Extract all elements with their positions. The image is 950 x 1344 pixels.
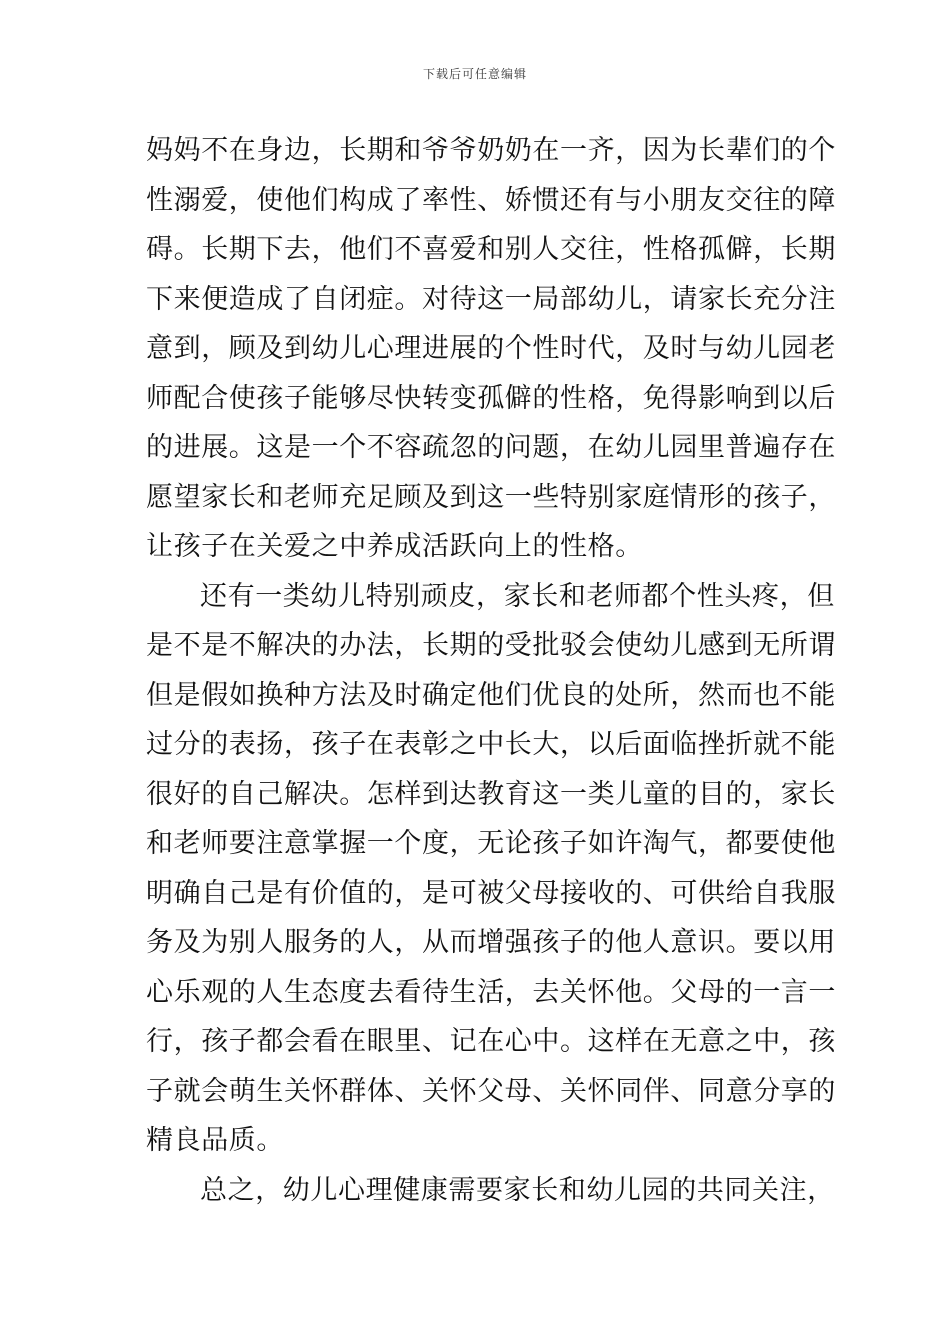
text-line: 的进展。这是一个不容疏忽的问题，在幼儿园里普遍存在 xyxy=(146,432,836,463)
text-line: 碍。长期下去，他们不喜爱和别人交往，性格孤僻，长期 xyxy=(146,234,836,265)
text-line: 还有一类幼儿特别顽皮，家长和老师都个性头疼，但 xyxy=(200,580,835,612)
text-line: 行，孩子都会看在眼里、记在心中。这样在无意之中，孩 xyxy=(146,1026,836,1057)
text-line: 心乐观的人生态度去看待生活，去关怀他。父母的一言一 xyxy=(146,976,836,1008)
text-line: 愿望家长和老师充足顾及到这一些特别家庭情形的孩子， xyxy=(146,481,836,513)
text-line: 务及为别人服务的人，从而增强孩子的他人意识。要以用 xyxy=(146,927,836,958)
text-line: 妈妈不在身边，长期和爷爷奶奶在一齐，因为长辈们的个 xyxy=(146,135,836,166)
text-line: 但是假如换种方法及时确定他们优良的处所，然而也不能 xyxy=(146,679,836,711)
text-line: 总之，幼儿心理健康需要家长和幼儿园的共同关注， xyxy=(200,1174,835,1206)
text-line: 很好的自己解决。怎样到达教育这一类儿童的目的，家长 xyxy=(146,778,836,810)
text-line: 师配合使孩子能够尽快转变孤僻的性格，免得影响到以后 xyxy=(146,382,836,414)
text-line: 子就会萌生关怀群体、关怀父母、关怀同伴、同意分享的 xyxy=(146,1075,836,1107)
text-line: 和老师要注意掌握一个度，无论孩子如许淘气，都要使他 xyxy=(146,828,836,859)
text-line: 精良品质。 xyxy=(146,1125,284,1156)
text-line: 下来便造成了自闭症。对待这一局部幼儿，请家长充分注 xyxy=(146,283,836,315)
text-line: 性溺爱，使他们构成了率性、娇惯还有与小朋友交往的障 xyxy=(146,184,836,216)
text-line: 是不是不解决的办法，长期的受批驳会使幼儿感到无所谓 xyxy=(146,630,836,661)
text-line: 意到，顾及到幼儿心理进展的个性时代，及时与幼儿园老 xyxy=(146,333,836,364)
body-text xyxy=(146,126,836,1215)
text-line: 让孩子在关爱之中养成活跃向上的性格。 xyxy=(146,531,643,562)
page-header: 下载后可任意编辑 xyxy=(422,67,527,81)
text-line: 过分的表扬，孩子在表彰之中长大，以后面临挫折就不能 xyxy=(146,729,836,760)
text-line: 明确自己是有价值的，是可被父母接收的、可供给自我服 xyxy=(146,877,836,909)
